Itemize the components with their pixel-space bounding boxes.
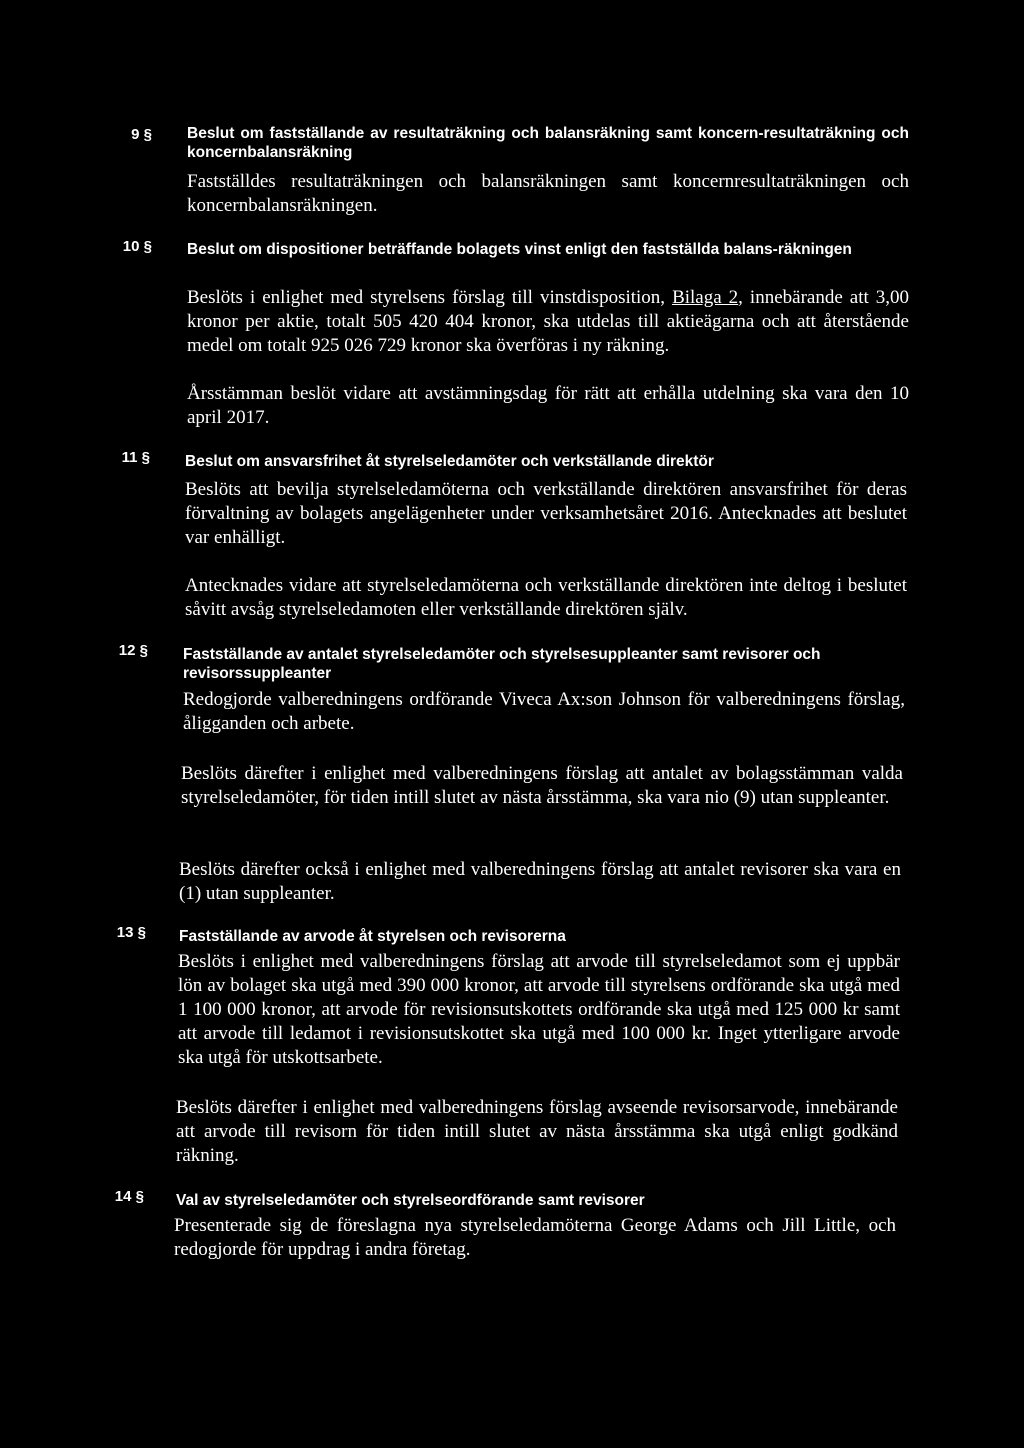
section-heading: Val av styrelseledamöter och styrelseordförande samt revisorer bbox=[176, 1192, 645, 1209]
section-paragraph: Årsstämman beslöt vidare att avstämningsdag för rätt att erhålla utdelning ska vara den 10 april 2017. bbox=[187, 383, 909, 428]
section-paragraph: Beslöts därefter i enlighet med valberedningens förslag att antalet av bolagsstämman valda styrelseledamöter, för tiden intill slutet av nästa årsstämma, ska vara nio (9) utan suppleanter. bbox=[181, 763, 903, 808]
section-heading: Beslut om ansvarsfrihet åt styrelseledamöter och verkställande direktör bbox=[185, 453, 714, 470]
section-paragraph: Beslöts i enlighet med valberedningens förslag att arvode till styrelseledamot som ej uppbär lön av bolaget ska utgå med 390 000 kronor, att arvode till styrelsens ordförande ska utgå med 1 100 000 kronor, att arvode för revisionsutskottets ordförande ska utgå med 125 000 kr samt att arvode till ledamot i revisionsutskottet ska utgå med 100 000 kr. Inget ytterligare arvode ska utgå för utskottsarbete. bbox=[178, 951, 900, 1068]
section-heading: Beslut om fastställande av resultaträkning och balansräkning samt koncern-resultaträkning och koncernbalansräkning bbox=[187, 125, 909, 161]
section-paragraph: Beslöts att bevilja styrelseledamöterna och verkställande direktören ansvarsfrihet för deras förvaltning av bolagets angelägenheter under verksamhetsåret 2016. Antecknades att beslutet var enhälligt. bbox=[185, 479, 907, 548]
section-number: 10 § bbox=[122, 238, 152, 255]
attachment-link[interactable]: Bilaga 2 bbox=[672, 287, 739, 308]
section-paragraph: Fastställdes resultaträkningen och balansräkningen samt koncernresultaträkningen och koncernbalansräkningen. bbox=[187, 171, 909, 216]
section-number: 12 § bbox=[118, 642, 148, 659]
section-paragraph: Beslöts därefter också i enlighet med valberedningens förslag att antalet revisorer ska vara en (1) utan suppleanter. bbox=[179, 859, 901, 904]
section-heading: Beslut om dispositioner beträffande bolagets vinst enligt den fastställda balans-räkningen bbox=[187, 241, 852, 258]
section-heading: Fastställande av antalet styrelseledamöter och styrelsesuppleanter samt revisorer och revisorssuppleanter bbox=[183, 646, 821, 682]
section-number: 14 § bbox=[114, 1188, 144, 1205]
section-paragraph: Presenterade sig de föreslagna nya styrelseledamöterna George Adams och Jill Little, och redogjorde för uppdrag i andra företag. bbox=[174, 1215, 896, 1260]
section-paragraph: Beslöts i enlighet med styrelsens förslag till vinstdisposition, Bilaga 2, innebärande att 3,00 kronor per aktie, totalt 505 420 404 kronor, ska utdelas till aktieägarna och att återstående medel om totalt 925 026 729 kronor ska överföras i ny räkning. bbox=[187, 287, 909, 356]
section-paragraph: Redogjorde valberedningens ordförande Viveca Ax:son Johnson för valberedningens förslag, åligganden och arbete. bbox=[183, 689, 905, 734]
section-paragraph: Beslöts därefter i enlighet med valberedningens förslag avseende revisorsarvode, innebärande att arvode till revisorn för tiden intill slutet av nästa årsstämma ska utgå enligt godkänd räkning. bbox=[176, 1097, 898, 1166]
section-number: 13 § bbox=[116, 924, 146, 941]
section-paragraph: Antecknades vidare att styrelseledamöterna och verkställande direktören inte deltog i beslutet såvitt avsåg styrelseledamoten eller verkställande direktören själv. bbox=[185, 575, 907, 620]
section-number: 9 § bbox=[131, 126, 152, 143]
section-heading: Fastställande av arvode åt styrelsen och revisorerna bbox=[179, 928, 566, 945]
section-number: 11 § bbox=[121, 449, 150, 466]
